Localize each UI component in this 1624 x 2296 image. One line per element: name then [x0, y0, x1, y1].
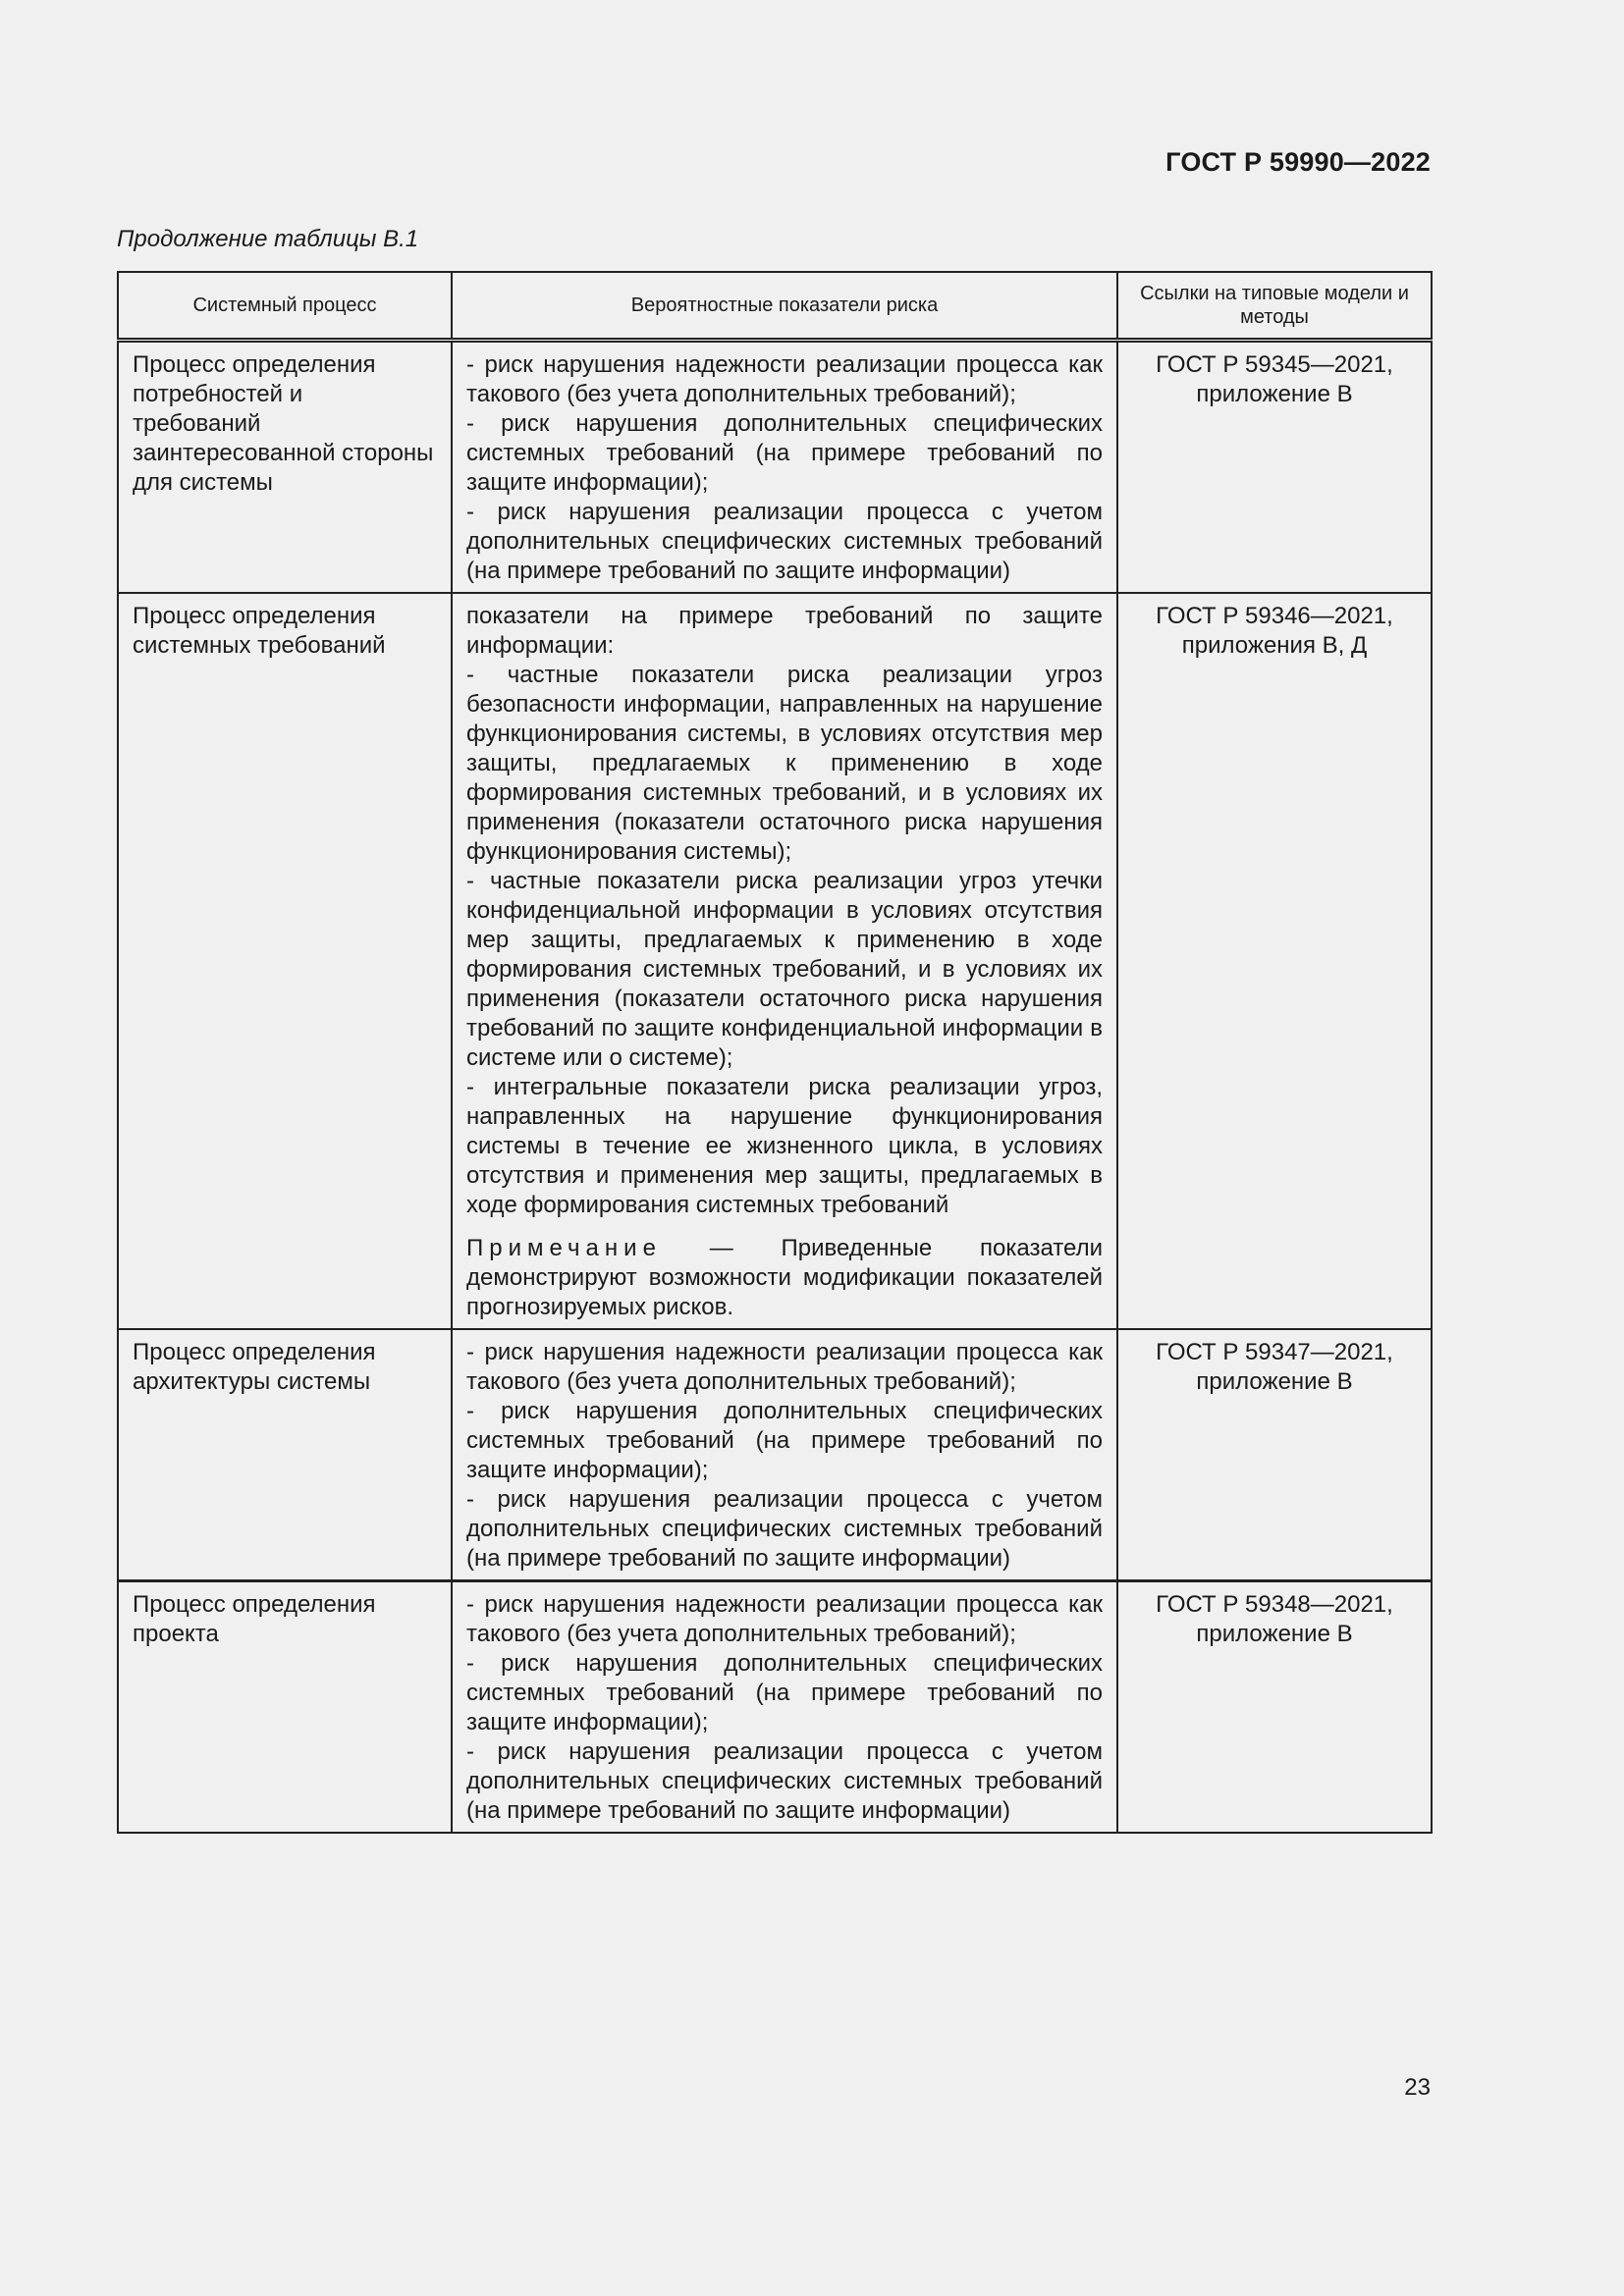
document-number: ГОСТ Р 59990—2022	[1165, 147, 1431, 177]
note-label: Примечание	[466, 1234, 662, 1261]
indicator-item: - риск нарушения реализации процесса с учетом дополнительных специфических системных требований (на примере требований по защите информации)	[466, 1737, 1103, 1824]
table-header-row	[118, 272, 1432, 340]
indicator-item: - риск нарушения дополнительных специфических системных требований (на примере требований по защите информации);	[466, 1649, 1103, 1735]
indicator-item: показатели на примере требований по защите информации:	[466, 602, 1103, 659]
process-cell: Процесс определения системных требований	[118, 593, 452, 1329]
table-row	[118, 593, 1432, 1329]
process-cell: Процесс определения архитектуры системы	[118, 1329, 452, 1581]
column-header-process: Системный процесс	[118, 272, 452, 340]
indicator-item: - риск нарушения надежности реализации процесса как такового (без учета дополнительных требований);	[466, 350, 1103, 407]
column-header-indicators: Вероятностные показатели риска	[452, 272, 1117, 340]
indicators-cell	[452, 340, 1117, 593]
table-row	[118, 1580, 1432, 1833]
table-caption: Продолжение таблицы В.1	[117, 226, 419, 252]
indicator-item: - риск нарушения реализации процесса с учетом дополнительных специфических системных требований (на примере требований по защите информации)	[466, 1485, 1103, 1572]
table-row	[118, 1329, 1432, 1581]
table-note	[466, 1234, 1103, 1322]
reference-cell: ГОСТ Р 59346—2021, приложения В, Д	[1117, 593, 1432, 1329]
indicator-item: - риск нарушения надежности реализации процесса как такового (без учета дополнительных требований);	[466, 1590, 1103, 1647]
indicator-item: - частные показатели риска реализации угроз безопасности информации, направленных на нарушение функционирования системы, в условиях отсутствия мер защиты, предлагаемых к применению в ходе формирования системных требований, и в условиях их применения (показатели остаточного риска нарушения функционирования системы);	[466, 661, 1103, 865]
indicator-item: - риск нарушения дополнительных специфических системных требований (на примере требований по защите информации);	[466, 409, 1103, 496]
table-row	[118, 340, 1432, 593]
note-text: — Приведенные показатели демонстрируют возможности модификации показателей прогнозируемых рисков.	[466, 1234, 1103, 1320]
reference-cell: ГОСТ Р 59348—2021, приложение В	[1117, 1580, 1432, 1833]
reference-cell: ГОСТ Р 59345—2021, приложение В	[1117, 340, 1432, 593]
indicators-cell	[452, 593, 1117, 1329]
process-cell: Процесс определения проекта	[118, 1580, 452, 1833]
page-number: 23	[1404, 2074, 1431, 2101]
indicators-cell	[452, 1580, 1117, 1833]
indicators-cell	[452, 1329, 1117, 1581]
risk-indicators-table	[117, 271, 1433, 1834]
indicator-item: - интегральные показатели риска реализации угроз, направленных на нарушение функционирования системы в течение ее жизненного цикла, в условиях отсутствия и применения мер защиты, предлагаемых в ходе формирования системных требований	[466, 1073, 1103, 1218]
process-cell: Процесс определения потребностей и требований заинтересованной стороны для системы	[118, 340, 452, 593]
indicator-item: - риск нарушения надежности реализации процесса как такового (без учета дополнительных требований);	[466, 1338, 1103, 1395]
indicator-item: - частные показатели риска реализации угроз утечки конфиденциальной информации в условиях отсутствия мер защиты, предлагаемых к применению в ходе формирования системных требований, и в условиях их применения (показатели остаточного риска нарушения требований по защите конфиденциальной информации в системе или о системе);	[466, 867, 1103, 1071]
column-header-references: Ссылки на типовые модели и методы	[1117, 272, 1432, 340]
reference-cell: ГОСТ Р 59347—2021, приложение В	[1117, 1329, 1432, 1581]
indicator-item: - риск нарушения дополнительных специфических системных требований (на примере требований по защите информации);	[466, 1397, 1103, 1483]
indicator-item: - риск нарушения реализации процесса с учетом дополнительных специфических системных требований (на примере требований по защите информации)	[466, 498, 1103, 584]
